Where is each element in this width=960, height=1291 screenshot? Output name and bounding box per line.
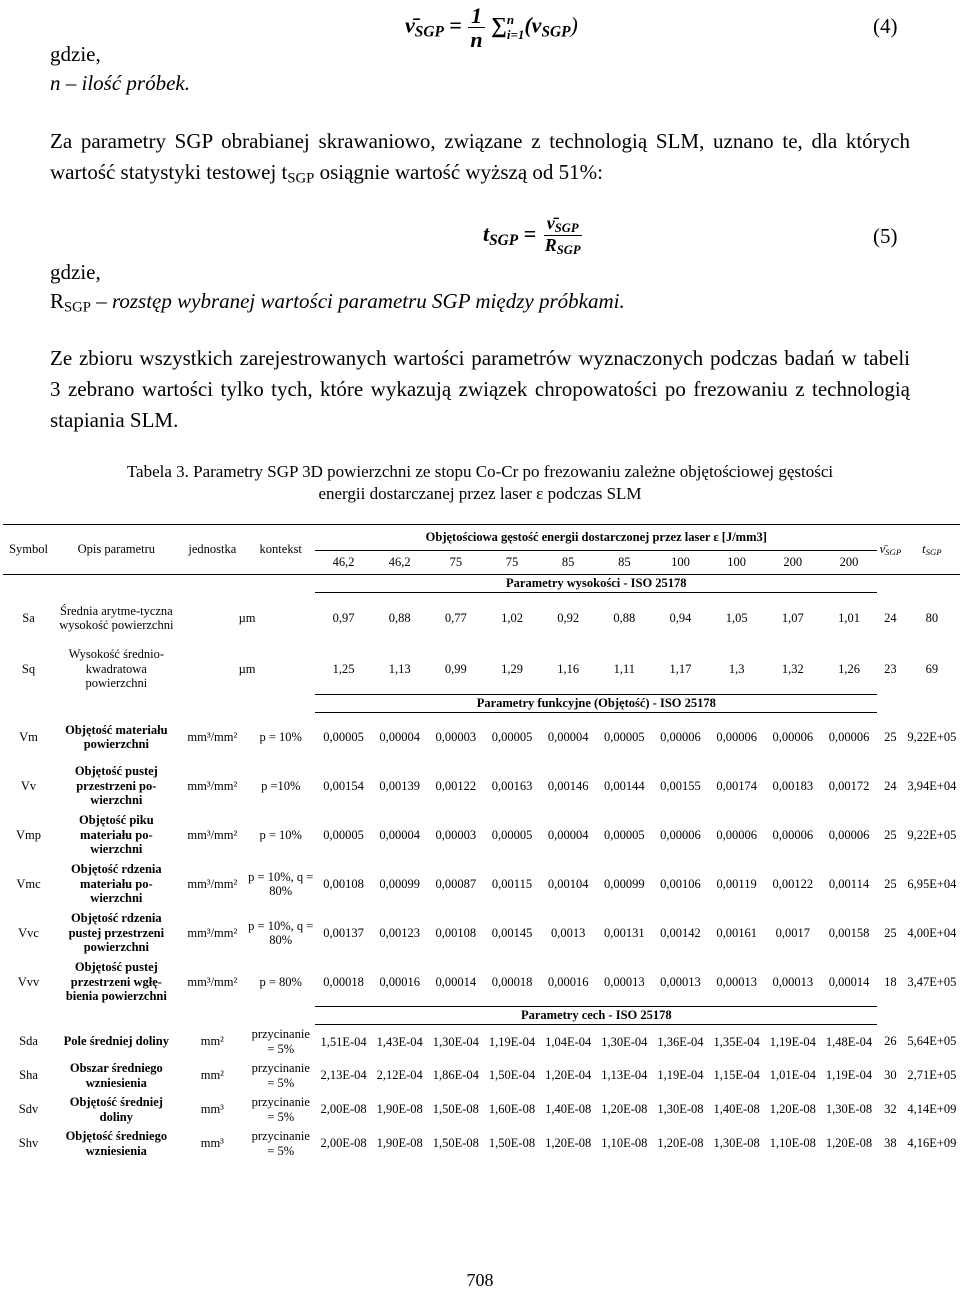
row-value: 0,00087 — [435, 876, 477, 891]
row-opis: Obszar średniego wzniesienia — [69, 1061, 163, 1090]
col-t — [904, 525, 960, 575]
section-spacer — [3, 575, 315, 593]
row-jednostka: mm³/mm² — [187, 876, 238, 891]
row-t: 4,00E+04 — [907, 925, 957, 940]
row-value: 1,90E-08 — [376, 1136, 423, 1151]
row-symbol: Vm — [19, 729, 38, 744]
row-value: 0,00123 — [379, 925, 420, 940]
row-t: 5,64E+05 — [907, 1034, 957, 1049]
col-vbar — [877, 525, 904, 575]
row-opis: Objętość średniej doliny — [69, 1095, 163, 1124]
row-kontekst: przycinanie = 5% — [251, 1129, 310, 1158]
row-kontekst: p = 10%, q = 80% — [248, 918, 314, 947]
eq5-den-sub: SGP — [556, 243, 581, 258]
row-value: 2,13E-04 — [320, 1068, 367, 1083]
section-spacer — [877, 695, 960, 713]
row-value: 0,00099 — [379, 876, 420, 891]
row-value: 0,00003 — [435, 827, 477, 842]
para1-part2: osiągnie wartość wyższą od 51%: — [314, 160, 604, 184]
row-vbar: 25 — [884, 876, 897, 891]
row-opis: Objętość piku materiału po-wierzchni — [79, 813, 154, 857]
row-jednostka: mm³/mm² — [187, 729, 238, 744]
row-vbar: 24 — [884, 610, 897, 625]
row-value: 0,94 — [669, 611, 692, 626]
energy-value: 200 — [821, 551, 877, 575]
table-row — [3, 593, 960, 644]
row-value: 2,00E-08 — [320, 1102, 367, 1117]
col-opis: Opis parametru — [54, 525, 179, 575]
sgp-parameters-table — [3, 524, 960, 1161]
row-symbol: Vmp — [16, 827, 42, 842]
row-jednostka: µm — [238, 661, 256, 676]
row-value: 1,10E-08 — [769, 1136, 816, 1151]
section-title: Parametry funkcyjne (Objętość) - ISO 25178 — [315, 695, 877, 713]
row-value: 1,20E-08 — [545, 1136, 592, 1151]
row-value: 0,00122 — [435, 778, 477, 793]
row-value: 0,0017 — [775, 925, 810, 940]
row-value: 0,00014 — [828, 974, 870, 989]
row-value: 0,00013 — [716, 974, 757, 989]
section-spacer — [877, 575, 960, 593]
row-value: 1,50E-04 — [488, 1068, 536, 1083]
row-value: 1,30E-08 — [713, 1136, 760, 1151]
eq5-equals: = — [523, 220, 537, 246]
eq5-t: t — [483, 220, 490, 246]
eq5-number: (5) — [873, 224, 898, 248]
row-value: 1,36E-04 — [657, 1034, 704, 1049]
row-value: 1,19E-04 — [657, 1068, 704, 1083]
row-value: 1,51E-04 — [320, 1034, 367, 1049]
row-t: 9,22E+05 — [907, 729, 957, 744]
row-value: 1,60E-08 — [488, 1102, 536, 1117]
where2-gdzie: gdzie, — [50, 260, 101, 284]
row-value: 1,48E-04 — [825, 1034, 873, 1049]
row-opis: Objętość pustej przestrzeni po-wierzchni — [74, 764, 158, 808]
row-jednostka: µm — [238, 610, 256, 625]
row-symbol: Sdv — [18, 1102, 39, 1117]
table-row — [3, 762, 960, 811]
row-value: 0,88 — [388, 611, 411, 626]
row-symbol: Vmc — [16, 876, 41, 891]
row-value: 0,00006 — [772, 827, 814, 842]
energy-value: 200 — [765, 551, 821, 575]
eq4-open: (ν — [524, 12, 542, 38]
eq4-frac-den: n — [470, 27, 483, 53]
row-value: 0,00115 — [491, 876, 533, 891]
table-row — [3, 1025, 960, 1059]
row-value: 1,30E-04 — [432, 1034, 479, 1049]
row-vbar: 18 — [884, 974, 897, 989]
row-vbar: 24 — [884, 778, 897, 793]
row-value: 0,00174 — [716, 778, 757, 793]
eq5-num-v: ν̄ — [546, 213, 555, 233]
section-title: Parametry cech - ISO 25178 — [315, 1007, 877, 1025]
row-value: 1,86E-04 — [432, 1068, 479, 1083]
row-value: 0,00144 — [604, 778, 645, 793]
col-jednostka: jednostka — [179, 525, 246, 575]
row-value: 0,99 — [444, 661, 467, 676]
row-value: 0,00016 — [547, 974, 589, 989]
row-value: 1,07 — [781, 611, 804, 626]
row-value: 0,00106 — [660, 876, 701, 891]
row-opis: Średnia arytme-tyczna wysokość powierzchni — [59, 603, 174, 632]
eq4-sub2: SGP — [541, 23, 571, 41]
row-value: 0,92 — [557, 611, 580, 626]
row-jednostka: mm³/mm² — [187, 778, 238, 793]
row-value: 0,00013 — [772, 974, 814, 989]
row-value: 0,00014 — [435, 974, 477, 989]
row-vbar: 26 — [884, 1034, 897, 1049]
energy-value: 100 — [709, 551, 765, 575]
row-value: 1,30E-08 — [657, 1102, 704, 1117]
row-vbar: 30 — [884, 1068, 897, 1083]
section-title: Parametry wysokości - ISO 25178 — [315, 575, 877, 593]
row-value: 0,00016 — [379, 974, 420, 989]
eq5-sub: SGP — [489, 231, 519, 249]
row-value: 0,00006 — [716, 827, 757, 842]
energy-value: 100 — [652, 551, 708, 575]
row-value: 0,97 — [332, 611, 355, 626]
row-value: 1,15E-04 — [713, 1068, 760, 1083]
eq4-limits — [507, 13, 525, 42]
caption-line1: Tabela 3. Parametry SGP 3D powierzchni ze stopu Co-Cr po frezowaniu zależne objętościowej gęstości — [126, 462, 834, 481]
row-value: 1,17 — [669, 661, 692, 676]
where2-r: R — [50, 289, 65, 313]
row-value: 2,12E-04 — [376, 1068, 423, 1083]
row-opis: Objętość rdzenia pustej przestrzeni powierzchni — [68, 911, 165, 955]
row-value: 1,19E-04 — [769, 1034, 816, 1049]
row-value: 0,00146 — [547, 778, 589, 793]
row-t: 9,22E+05 — [907, 827, 957, 842]
section-row — [3, 575, 960, 593]
row-symbol: Shv — [18, 1136, 39, 1151]
row-value: 1,40E-08 — [545, 1102, 592, 1117]
row-value: 0,00139 — [379, 778, 420, 793]
row-value: 1,50E-08 — [432, 1136, 479, 1151]
row-jednostka: mm³/mm² — [187, 925, 238, 940]
row-value: 2,00E-08 — [320, 1136, 367, 1151]
paragraph-2: Ze zbioru wszystkich zarejestrowanych wartości parametrów wyznaczonych podczas badań w tabeli 3 zebrano wartości tylko tych, które wykazują związek chropowatości po frezowaniu z technologią stapiania SLM. — [50, 346, 910, 432]
equation-5 — [483, 214, 584, 258]
row-value: 1,3 — [728, 661, 745, 676]
row-value: 1,13 — [388, 661, 411, 676]
section-spacer — [877, 1007, 960, 1025]
row-value: 0,00018 — [491, 974, 533, 989]
eq4-close: ) — [570, 12, 578, 38]
section-row — [3, 695, 960, 713]
row-t: 69 — [925, 661, 939, 676]
col-vbar-sym: ν̄ — [879, 541, 886, 556]
row-t: 3,47E+05 — [907, 974, 957, 989]
row-kontekst: przycinanie = 5% — [251, 1061, 310, 1090]
para1-part1: Za parametry SGP obrabianej skrawaniowo, związane z technologią SLM, uznano te, dla których wartość statystyki testowej t — [50, 129, 910, 184]
row-symbol: Vv — [20, 778, 37, 793]
row-value: 0,00005 — [491, 730, 533, 745]
row-jednostka: mm³ — [200, 1136, 224, 1151]
eq4-equals: = — [449, 12, 462, 38]
row-value: 0,88 — [613, 611, 636, 626]
table-row — [3, 811, 960, 860]
eq4-fraction — [467, 4, 485, 51]
section-row — [3, 1007, 960, 1025]
row-value: 1,50E-08 — [432, 1102, 479, 1117]
row-value: 0,00108 — [435, 925, 477, 940]
row-value: 1,50E-08 — [488, 1136, 536, 1151]
row-value: 0,00108 — [323, 876, 364, 891]
where1-n-def: n – ilość próbek. — [50, 71, 190, 95]
row-symbol: Sq — [21, 661, 36, 676]
row-value: 0,00114 — [828, 876, 870, 891]
row-kontekst: p = 10% — [259, 729, 302, 744]
row-kontekst: p = 10%, q = 80% — [248, 869, 314, 898]
row-jednostka: mm³/mm² — [187, 974, 238, 989]
row-value: 1,01 — [838, 611, 860, 626]
row-value: 0,00003 — [435, 730, 477, 745]
row-opis: Wysokość średnio-kwadratowa powierzchni — [68, 647, 165, 691]
row-value: 1,01E-04 — [769, 1068, 816, 1083]
row-symbol: Vvc — [18, 925, 39, 940]
row-t: 4,16E+09 — [907, 1136, 957, 1151]
row-kontekst: p = 80% — [259, 974, 302, 989]
eq4-lower: i=1 — [506, 26, 525, 42]
row-t: 2,71E+05 — [907, 1068, 957, 1083]
row-vbar: 38 — [884, 1136, 897, 1151]
row-jednostka: mm² — [200, 1068, 224, 1083]
row-value: 0,00006 — [828, 827, 870, 842]
row-symbol: Sha — [19, 1068, 38, 1083]
col-vbar-sub: SGP — [885, 547, 902, 558]
row-value: 1,30E-08 — [825, 1102, 873, 1117]
row-t: 80 — [925, 610, 939, 625]
row-symbol: Sa — [22, 610, 35, 625]
row-value: 0,00099 — [604, 876, 645, 891]
energy-value: 85 — [596, 551, 652, 575]
row-value: 0,00155 — [660, 778, 701, 793]
eq5-fraction — [542, 214, 584, 258]
col-t-sym: t — [922, 541, 926, 556]
eq4-sub: SGP — [414, 23, 444, 41]
row-value: 1,19E-04 — [488, 1034, 536, 1049]
row-value: 0,00006 — [660, 730, 701, 745]
row-value: 1,40E-08 — [713, 1102, 760, 1117]
row-value: 0,77 — [444, 611, 467, 626]
row-value: 0,00137 — [323, 925, 364, 940]
energy-value: 46,2 — [315, 551, 371, 575]
row-t: 6,95E+04 — [907, 876, 957, 891]
row-vbar: 25 — [884, 729, 897, 744]
row-value: 0,00122 — [772, 876, 814, 891]
eq5-num-sub: SGP — [554, 221, 579, 236]
row-opis: Objętość średniego wzniesienia — [65, 1129, 168, 1158]
row-jednostka: mm³/mm² — [187, 827, 238, 842]
row-value: 1,04E-04 — [545, 1034, 592, 1049]
row-value: 1,32 — [781, 661, 804, 676]
row-value: 1,20E-08 — [825, 1136, 873, 1151]
row-vbar: 23 — [884, 661, 897, 676]
row-value: 0,00004 — [547, 827, 589, 842]
table-caption — [40, 461, 920, 505]
para1-sub: SGP — [287, 170, 315, 187]
eq5-den — [542, 236, 584, 257]
where1-gdzie: gdzie, — [50, 42, 101, 66]
row-opis: Objętość materiału powierzchni — [65, 722, 168, 751]
col-symbol: Symbol — [3, 525, 54, 575]
eq5-num — [544, 214, 582, 236]
row-t: 4,14E+09 — [907, 1102, 957, 1117]
eq4-number: (4) — [873, 14, 898, 38]
row-value: 0,00006 — [772, 730, 814, 745]
eq4-vbar: ν̄ — [405, 12, 415, 38]
row-symbol: Sda — [19, 1034, 38, 1049]
energy-value: 85 — [540, 551, 596, 575]
row-value: 0,00013 — [604, 974, 645, 989]
row-value: 0,00104 — [547, 876, 589, 891]
row-value: 1,90E-08 — [376, 1102, 423, 1117]
row-value: 1,29 — [501, 661, 523, 676]
row-value: 1,11 — [613, 661, 636, 676]
row-value: 1,20E-08 — [601, 1102, 648, 1117]
row-value: 0,00119 — [716, 876, 757, 891]
row-value: 0,00005 — [604, 730, 645, 745]
row-t: 3,94E+04 — [907, 778, 957, 793]
row-value: 1,20E-08 — [769, 1102, 816, 1117]
row-value: 1,35E-04 — [713, 1034, 760, 1049]
row-value: 0,00142 — [660, 925, 701, 940]
row-kontekst: przycinanie = 5% — [251, 1027, 310, 1056]
table-row — [3, 958, 960, 1007]
row-opis: Objętość pustej przestrzeni wgłę-bienia powierzchni — [65, 960, 167, 1004]
col-kontekst: kontekst — [246, 525, 315, 575]
row-value: 0,00006 — [828, 730, 870, 745]
where2-r-sub: SGP — [64, 299, 91, 316]
eq5-den-r: R — [544, 235, 557, 256]
row-value: 0,00005 — [323, 730, 364, 745]
table-row — [3, 860, 960, 909]
row-value: 1,05 — [725, 611, 748, 626]
row-opis: Pole średniej doliny — [63, 1034, 169, 1049]
row-value: 0,00131 — [604, 925, 645, 940]
table-row — [3, 713, 960, 762]
row-vbar: 25 — [884, 925, 897, 940]
row-value: 1,30E-04 — [601, 1034, 648, 1049]
eq4-upper: n — [506, 12, 515, 28]
page-number: 708 — [466, 1270, 494, 1290]
row-value: 1,10E-08 — [601, 1136, 648, 1151]
table-row — [3, 1127, 960, 1161]
caption-line2: energii dostarczanej przez laser ε podczas SLM — [318, 484, 642, 503]
row-symbol: Vvv — [17, 974, 40, 989]
row-value: 1,19E-04 — [825, 1068, 873, 1083]
row-kontekst: p =10% — [261, 778, 301, 793]
row-jednostka: mm³ — [200, 1102, 224, 1117]
row-value: 0,00005 — [323, 827, 364, 842]
table-row — [3, 1093, 960, 1127]
header-row-1 — [3, 525, 960, 551]
row-value: 0,00006 — [660, 827, 701, 842]
row-value: 0,00005 — [491, 827, 533, 842]
eq4-frac-num: 1 — [468, 4, 485, 28]
row-value: 0,00018 — [323, 974, 364, 989]
row-value: 1,13E-04 — [601, 1068, 648, 1083]
equation-4 — [405, 4, 578, 51]
row-value: 1,43E-04 — [376, 1034, 423, 1049]
row-value: 0,00158 — [828, 925, 870, 940]
table-row — [3, 909, 960, 958]
col-energy: Objętościowa gęstość energii dostarczonej przez laser ε [J/mm3] — [315, 525, 877, 551]
table-row — [3, 1059, 960, 1093]
row-value: 0,00005 — [604, 827, 645, 842]
row-kontekst: p = 10% — [259, 827, 302, 842]
row-value: 1,16 — [557, 661, 580, 676]
row-value: 0,0013 — [550, 925, 586, 940]
row-vbar: 25 — [884, 827, 897, 842]
eq4-sum: ∑ — [491, 12, 507, 38]
row-opis: Objętość rdzenia materiału po-wierzchni — [71, 862, 162, 906]
row-value: 0,00004 — [547, 730, 589, 745]
section-spacer — [3, 695, 315, 713]
row-vbar: 32 — [884, 1102, 897, 1117]
row-kontekst: przycinanie = 5% — [251, 1095, 310, 1124]
row-value: 0,00006 — [716, 730, 757, 745]
row-value: 0,00183 — [772, 778, 814, 793]
section-spacer — [3, 1007, 315, 1025]
row-value: 1,25 — [332, 661, 355, 676]
table-row — [3, 644, 960, 695]
row-value: 0,00163 — [491, 778, 533, 793]
row-value: 0,00013 — [660, 974, 701, 989]
row-value: 0,00154 — [323, 778, 364, 793]
row-value: 0,00004 — [379, 827, 420, 842]
energy-value: 75 — [428, 551, 484, 575]
row-value: 0,00145 — [491, 925, 533, 940]
paragraph-1 — [50, 126, 910, 195]
col-t-sub: SGP — [925, 547, 942, 558]
where2-r-text: – rozstęp wybranej wartości parametru SGP między próbkami. — [90, 289, 625, 313]
row-value: 1,26 — [838, 661, 860, 676]
where2-r-def — [50, 289, 625, 317]
row-value: 1,20E-08 — [657, 1136, 704, 1151]
row-value: 0,00172 — [828, 778, 870, 793]
row-value: 0,00161 — [716, 925, 757, 940]
energy-value: 46,2 — [372, 551, 428, 575]
row-value: 1,20E-04 — [545, 1068, 592, 1083]
row-jednostka: mm² — [200, 1034, 224, 1049]
row-value: 0,00004 — [379, 730, 420, 745]
row-value: 1,02 — [501, 611, 523, 626]
energy-value: 75 — [484, 551, 540, 575]
